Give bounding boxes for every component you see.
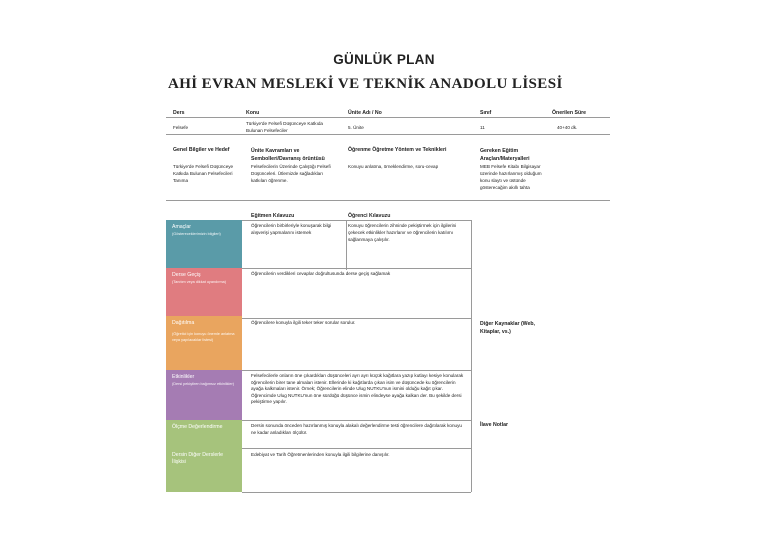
- section-teacher-text: Öğrencilerin verdikleri cevaplar doğrultusunda derse geçiş sağlamak: [251, 271, 391, 276]
- info-value-unite: 5. Ünite: [348, 125, 364, 130]
- general-header-yontem: Öğrenme Öğretme Yöntem ve Teknikleri: [348, 147, 447, 153]
- info-value-konu: Türkiye'de Felsefi Düşünceye Katkıda Bulunan Felsefeciler: [246, 121, 323, 133]
- info-header-sure: Önerilen Süre: [552, 110, 587, 116]
- section-band-etkinlikler: [166, 370, 242, 420]
- grid-mid-line: [346, 220, 347, 270]
- section-title: Ölçme Değerlendirme: [172, 424, 223, 430]
- grid-bottom-line: [242, 492, 471, 493]
- section-title: Dağıtılma: [172, 320, 195, 326]
- info-value-ders: Felsefe: [173, 125, 189, 130]
- section-title: Dersin Diğer Derslerle İlişkisi: [172, 452, 224, 465]
- grid-row-line: [242, 420, 471, 421]
- info-header-konu: Konu: [246, 110, 260, 116]
- section-band-dagitilma: [166, 316, 242, 370]
- section-title: Etkinlikler: [172, 374, 195, 380]
- school-name: AHİ EVRAN MESLEKİ VE TEKNİK ANADOLU LİSESİ: [168, 76, 563, 92]
- general-value-kavramlar: Felsefecilerin Üzerinde Çalıştığı Felsefi Düşünceleri. Ütlemizde sağladıkları katkıları öğrenme.: [251, 164, 331, 183]
- grid-row-line: [242, 268, 471, 269]
- section-subtitle: (Öğretici için konuyu önemle anlatma veya yapılacaklar listesi): [172, 332, 235, 342]
- info-header-ders: Ders: [173, 110, 185, 116]
- student-guide-header: Öğrenci Kılavuzu: [348, 213, 391, 219]
- section-student-text: Konuyu öğrencilerin zihninde pekiştirmek için ilgilerini çekecek etkinlikler hazırlanır ve öğrencilerin katılımı sağlanmaya çalışılır.: [348, 223, 457, 242]
- section-subtitle: (Tanıtım veya dikkat uyandırma): [172, 280, 227, 284]
- grid-row-line: [242, 370, 471, 371]
- general-header-arac: Gereken Eğitim Araçları/Materyalleri: [480, 148, 530, 162]
- info-header-unite: Ünite Adı / No: [348, 110, 382, 116]
- general-table-rule: [166, 200, 610, 201]
- other-resources-label: Diğer Kaynaklar (Web, Kitaplar, vs.): [480, 321, 535, 335]
- section-teacher-text: Felsefecilerle onların öne çıkardıkları düşünceleri ayrı ayrı küçük kağıtlara yazıp kutlayı kesiye konularak öğrencilerin birer tane almaları istenir. Ellerinde ki kağıtlarda çıkan isim ve düşüncede ku öğrencilerin ayağa kalkmaları istenir. Örnek; Öğrencilerin elinde Ulug NUTKU'nun ismini olduğu kağıt çıkar. Öğrencimde Ulug NUTKU'nun öne sürdüğü düşünce ismin elindeyse ayağa kalkan der. Bu şekilde dersi pekiştirme yapılır.: [251, 373, 464, 405]
- section-band-amaclar: [166, 220, 242, 268]
- section-teacher-text: Öğrencilerin birbirleriyle konuşarak bilgi alışverişi yapmalarını istemek: [251, 223, 332, 235]
- section-band-olcme: [166, 420, 242, 448]
- grid-right-line: [471, 220, 472, 492]
- general-header-hedef: Genel Bilgiler ve Hedef: [173, 147, 230, 153]
- general-value-hedef: Türkiye'de Felsefi Düşünceye Katkıda Bulunan Felsefecileri Tanıma: [173, 164, 234, 183]
- info-table-bottom-rule: [166, 134, 610, 135]
- section-title: Amaçlar: [172, 224, 192, 230]
- extra-notes-label: İlave Notlar: [480, 422, 508, 428]
- grid-top-line: [242, 220, 471, 221]
- page-title: GÜNLÜK PLAN: [333, 52, 435, 67]
- section-band-diger-dersler: [166, 448, 242, 492]
- info-value-sure: 40+40 dk.: [557, 125, 578, 130]
- section-subtitle: (Dersi pekiştiren bağımsız etkinlikler): [172, 382, 235, 386]
- section-teacher-text: Edebiyat ve Tarih Öğretmenlerinden konuyla ilgili bilgilerine danışılır.: [251, 452, 390, 457]
- section-teacher-text: Dersin sonunda önceden hazırlanmış konuyla alakalı değerlendirme testi öğrencilere dağıtılarak konuyu ne kadar anladıkları ölçülür.: [251, 423, 462, 435]
- info-value-sinif: 11: [480, 125, 485, 130]
- general-header-kavramlar: Ünite Kavramları ve Sembolleri/Davranış örüntüsü: [251, 148, 325, 162]
- section-teacher-text: Öğrencilere konuyla ilgili teker teker sorular sorulur.: [251, 320, 356, 325]
- info-header-sinif: Sınıf: [480, 110, 492, 116]
- general-value-arac: MEB Felsefe Kitabı Bilgisayar üzerinde hazırlanmış olduğum konu slaytı ve üstünde gösterecağim akıllı tahta: [480, 164, 542, 190]
- section-title: Derse Geçiş: [172, 272, 201, 278]
- teacher-guide-header: Eğitmen Kılavuzu: [251, 213, 295, 219]
- section-subtitle: (Göstereceklerimizin bilgileri): [172, 232, 221, 236]
- general-value-yontem: Konuyu anlatma, örneklendirme, soru-cevap: [348, 164, 439, 169]
- grid-row-line: [242, 448, 471, 449]
- info-table-top-rule: [166, 117, 610, 118]
- section-band-derse-gecis: [166, 268, 242, 316]
